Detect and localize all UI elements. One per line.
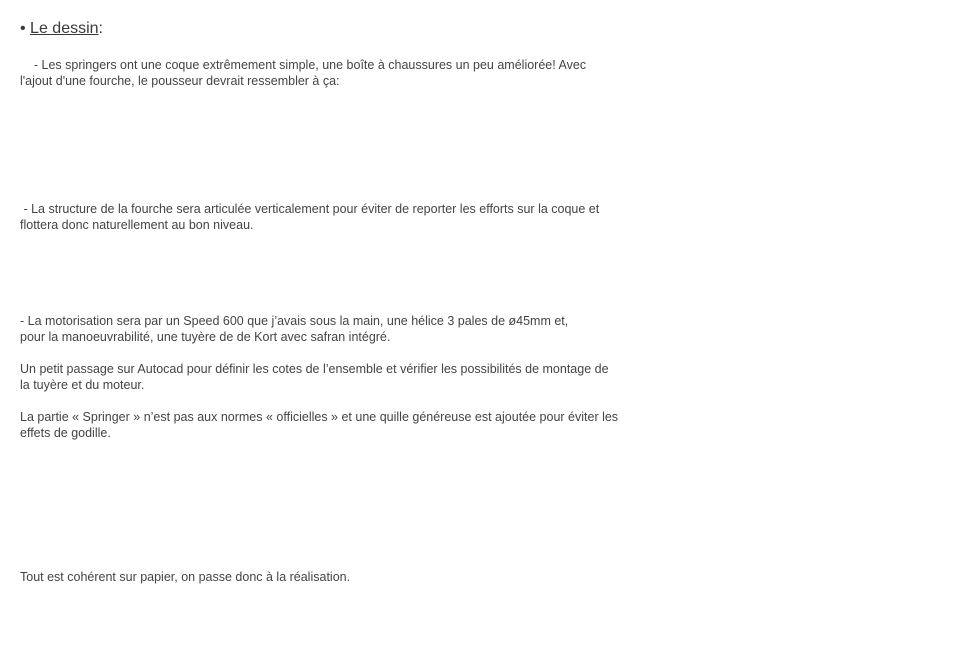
paragraph-hull <box>20 57 720 89</box>
paragraph-line: pour la manoeuvrabilité, une tuyère de de Kort avec safran intégré. <box>20 330 391 344</box>
paragraph-line: effets de godille. <box>20 426 111 440</box>
paragraph-motorisation <box>20 313 720 345</box>
heading-bullet: • <box>20 20 31 37</box>
section-heading <box>20 19 103 39</box>
paragraph-line: - La structure de la fourche sera articulée verticalement pour éviter de reporter les efforts sur la coque et <box>20 202 600 216</box>
paragraph-line: - Les springers ont une coque extrêmement simple, une boîte à chaussures un peu améliorée! Avec <box>20 58 587 72</box>
paragraph-line: l'ajout d'une fourche, le pousseur devrait ressembler à ça: <box>20 74 340 88</box>
paragraph-line: Un petit passage sur Autocad pour définir les cotes de l’ensemble et vérifier les possibilités de montage de <box>20 362 609 376</box>
paragraph-line: flottera donc naturellement au bon niveau. <box>20 218 254 232</box>
paragraph-line: Tout est cohérent sur papier, on passe donc à la réalisation. <box>20 570 351 584</box>
paragraph-line: La partie « Springer » n’est pas aux normes « officielles » et une quille généreuse est ajoutée pour éviter les <box>20 410 619 424</box>
heading-colon: : <box>98 20 103 37</box>
paragraph-autocad <box>20 361 720 393</box>
heading-link[interactable]: Le dessin <box>30 20 99 37</box>
paragraph-conclusion <box>20 569 720 585</box>
paragraph-line: la tuyère et du moteur. <box>20 378 145 392</box>
paragraph-line: - La motorisation sera par un Speed 600 que j’avais sous la main, une hélice 3 pales de ø45mm et, <box>20 314 569 328</box>
paragraph-fork-structure <box>20 201 720 233</box>
paragraph-springer-keel <box>20 409 720 441</box>
